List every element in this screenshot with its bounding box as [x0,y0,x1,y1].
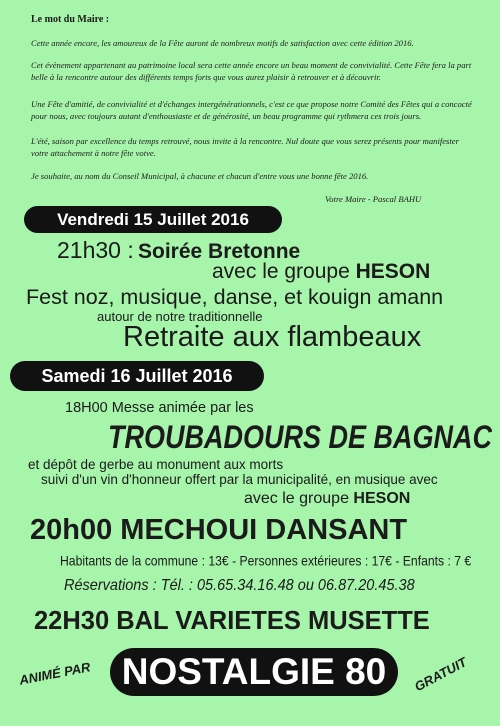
saturday-mass: 18H00 Messe animée par les [65,400,254,416]
saturday-prices: Habitants de la commune : 13€ - Personnes extérieures : 17€ - Enfants : 7 € [60,553,472,570]
friday-time: 21h30 : [57,237,134,263]
saturday-group: HESON [353,490,411,507]
saturday-gerbe: et dépôt de gerbe au monument aux morts [28,457,284,472]
friday-event: Soirée Bretonne [138,240,301,263]
saturday-reservations: Réservations : Tél. : 05.65.34.16.48 ou 06.87.20.45.38 [64,577,415,595]
mayor-paragraph-1: Cette année encore, les amoureux de la Fête auront de nombreux motifs de satisfaction avec cette édition 2016. [31,38,414,48]
mayor-title: Le mot du Maire : [31,14,110,25]
mayor-paragraph-5: Je souhaite, au nom du Conseil Municipal, à chacune et chacun d'entre vous une bonne fête 2016. [31,171,369,181]
saturday-with-prefix: avec le groupe [244,490,349,507]
mayor-paragraph-2: Cet évènement appartenant au patrimoine local sera cette année encore un beau moment de convivialité. Cette Fête fera la part belle à la rencontre autour des différents temps forts que vous aurez plaisir à retrouver et à découvrir. [31,60,472,82]
friday-with-group [212,260,430,284]
friday-fest-noz: Fest noz, musique, danse, et kouign amann [26,285,444,309]
friday-traditional: autour de notre traditionnelle [97,309,263,324]
saturday-bal: 22H30 BAL VARIETES MUSETTE [34,607,430,635]
friday-with-prefix: avec le groupe [212,260,350,283]
friday-date-banner: Vendredi 15 Juillet 2016 [24,206,282,233]
gratuit: GRATUIT [412,654,470,695]
mayor-paragraph-4: L'été, saison par excellence du temps retrouvé, nous invite à la rencontre. Nul doute que vous serez présents pour manifester votre attachement à notre fête votve. [31,136,459,158]
nostalgie-banner: NOSTALGIE 80 [110,648,398,696]
saturday-troubadours: TROUBADOURS DE BAGNAC [108,419,492,455]
saturday-mechoui: 20h00 MECHOUI DANSANT [30,514,408,546]
saturday-vin: suivi d'un vin d'honneur offert par la municipalité, en musique avec [41,472,438,487]
friday-group: HESON [355,260,431,283]
anime-par: ANIMÉ PAR [18,659,92,688]
mayor-signature: Votre Maire - Pascal BAHU [325,194,422,204]
mayor-paragraph-3: Une Fête d'amitié, de convivialité et d'échanges intergénérationnels, c'est ce que propose notre Comité des Fêtes qui a concocté pour nous, avec toujours autant d'enthousiaste et de générosité, un beau programme qui rythmera ces trois jours. [31,99,472,121]
saturday-with-group [244,490,410,508]
saturday-date-banner: Samedi 16 Juillet 2016 [10,361,264,391]
friday-retraite: Retraite aux flambeaux [123,321,422,353]
